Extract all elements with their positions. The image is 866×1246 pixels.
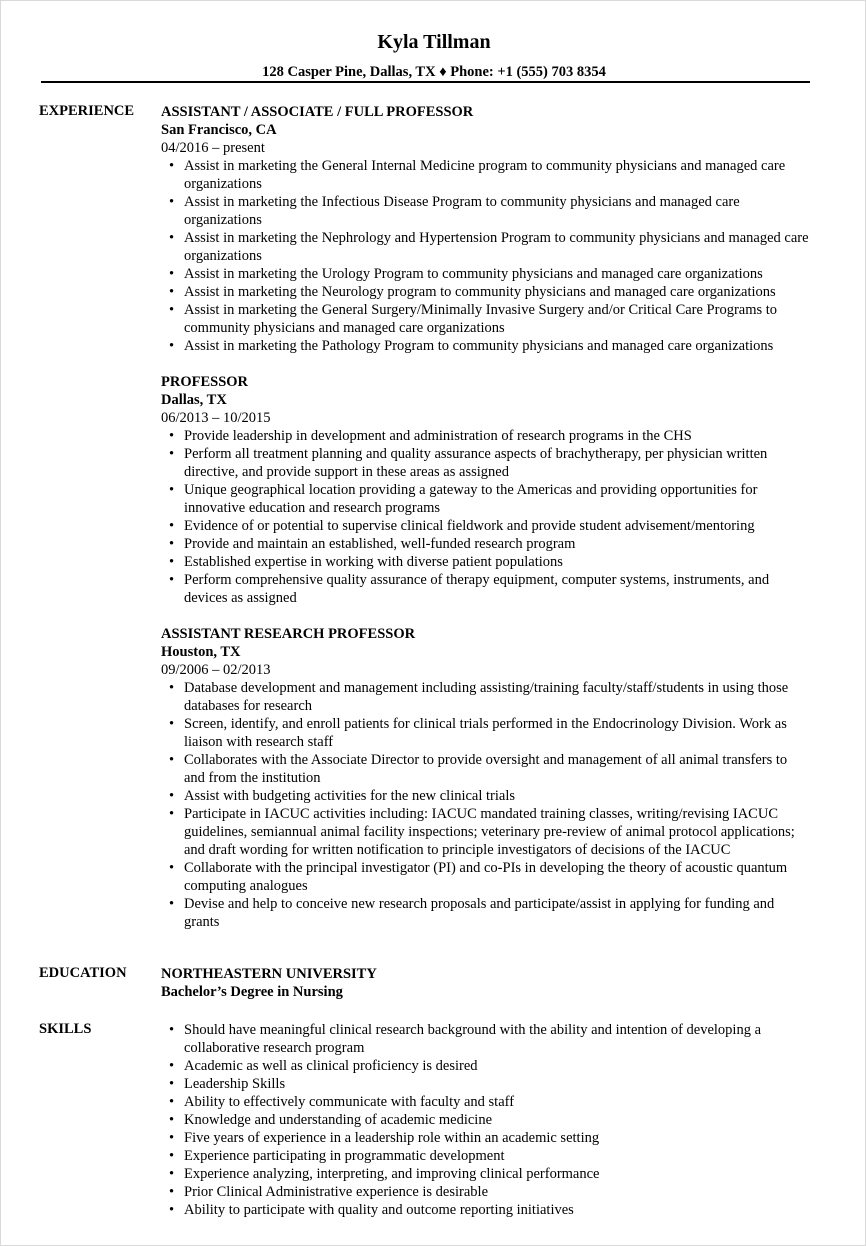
- job-bullets: [161, 157, 811, 355]
- list-item: • Ability to effectively communicate with faculty and staff: [161, 1093, 811, 1111]
- list-item: • Collaborates with the Associate Director to provide oversight and management of all animal transfers to and from the institution: [161, 751, 811, 787]
- list-item: • Assist in marketing the General Internal Medicine program to community physicians and managed care organizations: [161, 157, 811, 193]
- list-item: • Provide leadership in development and administration of research programs in the CHS: [161, 427, 811, 445]
- list-item: • Assist in marketing the General Surgery/Minimally Invasive Surgery and/or Critical Care Programs to community physicians and managed care organizations: [161, 301, 811, 337]
- job-title: PROFESSOR: [161, 374, 249, 390]
- education-heading: EDUCATION: [39, 965, 127, 981]
- job-dates: 04/2016 – present: [161, 140, 265, 156]
- skills-heading: SKILLS: [39, 1021, 92, 1037]
- list-item: • Perform comprehensive quality assurance of therapy equipment, computer systems, instruments, and devices as assigned: [161, 571, 811, 607]
- list-item: • Knowledge and understanding of academic medicine: [161, 1111, 811, 1129]
- list-item: • Academic as well as clinical proficiency is desired: [161, 1057, 811, 1075]
- list-item: • Unique geographical location providing a gateway to the Americas and providing opportunities for innovative education and research programs: [161, 481, 811, 517]
- list-item: • Assist in marketing the Pathology Program to community physicians and managed care organizations: [161, 337, 811, 355]
- education-degree: Bachelor’s Degree in Nursing: [161, 984, 343, 1000]
- job-location: Dallas, TX: [161, 392, 227, 408]
- list-item: • Provide and maintain an established, well-funded research program: [161, 535, 811, 553]
- list-item: • Assist with budgeting activities for the new clinical trials: [161, 787, 811, 805]
- candidate-name: Kyla Tillman: [377, 31, 491, 53]
- job-entry: [161, 373, 811, 607]
- list-item: • Experience participating in programmatic development: [161, 1147, 811, 1165]
- education-school: NORTHEASTERN UNIVERSITY: [161, 966, 377, 982]
- job-entry: [161, 625, 811, 931]
- job-bullets: [161, 427, 811, 607]
- list-item: • Devise and help to conceive new research proposals and participate/assist in applying for funding and grants: [161, 895, 811, 931]
- list-item: • Participate in IACUC activities including: IACUC mandated training classes, writing/revising IACUC guidelines, semiannual animal facility inspections; veterinary pre-review of animal protocol applications; and draft wording for written notification to principle investigators of decisions of the IACUC: [161, 805, 811, 859]
- list-item: • Collaborate with the principal investigator (PI) and co-PIs in developing the theory of acoustic quantum computing analogues: [161, 859, 811, 895]
- education-section: [161, 965, 811, 1001]
- job-dates: 09/2006 – 02/2013: [161, 662, 271, 678]
- skills-section: [161, 1021, 811, 1219]
- job-bullets: [161, 679, 811, 931]
- list-item: • Leadership Skills: [161, 1075, 811, 1093]
- list-item: • Five years of experience in a leadership role within an academic setting: [161, 1129, 811, 1147]
- list-item: • Assist in marketing the Infectious Disease Program to community physicians and managed care organizations: [161, 193, 811, 229]
- experience-heading: EXPERIENCE: [39, 103, 135, 119]
- list-item: • Prior Clinical Administrative experience is desirable: [161, 1183, 811, 1201]
- list-item: • Assist in marketing the Neurology program to community physicians and managed care organizations: [161, 283, 811, 301]
- list-item: • Should have meaningful clinical research background with the ability and intention of developing a collaborative research program: [161, 1021, 811, 1057]
- list-item: • Experience analyzing, interpreting, and improving clinical performance: [161, 1165, 811, 1183]
- list-item: • Perform all treatment planning and quality assurance aspects of brachytherapy, per physician written directive, and provide support in these areas as assigned: [161, 445, 811, 481]
- list-item: • Ability to participate with quality and outcome reporting initiatives: [161, 1201, 811, 1219]
- job-entry: [161, 103, 811, 355]
- experience-section: [161, 103, 811, 949]
- skills-list: [161, 1021, 811, 1219]
- list-item: • Screen, identify, and enroll patients for clinical trials performed in the Endocrinology Division. Work as liaison with research staff: [161, 715, 811, 751]
- job-title: ASSISTANT RESEARCH PROFESSOR: [161, 626, 416, 642]
- list-item: • Assist in marketing the Nephrology and Hypertension Program to community physicians and managed care organizations: [161, 229, 811, 265]
- job-dates: 06/2013 – 10/2015: [161, 410, 271, 426]
- contact-line: 128 Casper Pine, Dallas, TX ♦ Phone: +1 (555) 703 8354: [262, 64, 606, 80]
- job-title: ASSISTANT / ASSOCIATE / FULL PROFESSOR: [161, 104, 474, 120]
- job-location: San Francisco, CA: [161, 122, 277, 138]
- list-item: • Database development and management including assisting/training faculty/staff/students in using those databases for research: [161, 679, 811, 715]
- list-item: • Assist in marketing the Urology Program to community physicians and managed care organizations: [161, 265, 811, 283]
- job-location: Houston, TX: [161, 644, 241, 660]
- header-divider: [41, 81, 810, 83]
- list-item: • Evidence of or potential to supervise clinical fieldwork and provide student advisement/mentoring: [161, 517, 811, 535]
- list-item: • Established expertise in working with diverse patient populations: [161, 553, 811, 571]
